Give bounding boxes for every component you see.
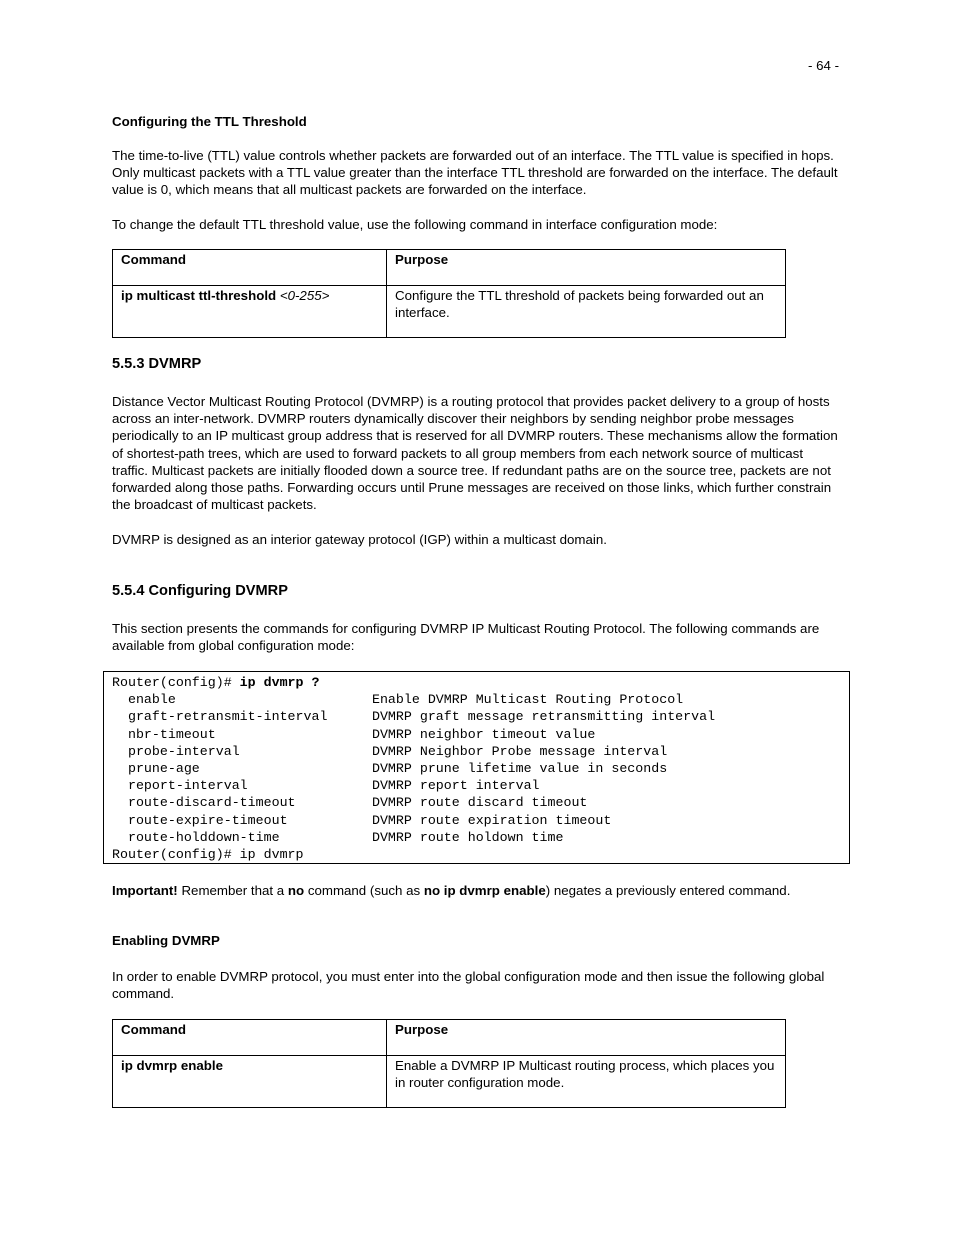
code-description: DVMRP prune lifetime value in seconds — [371, 760, 668, 776]
important-note — [112, 882, 872, 899]
table-cell-purpose: Enable a DVMRP IP Multicast routing process, which places you in router configuration mode. — [387, 1056, 786, 1108]
table-cell-command — [113, 1056, 387, 1108]
code-line-prompt — [112, 674, 849, 691]
code-subcommand: probe-interval — [127, 743, 240, 759]
code-line — [112, 726, 849, 743]
code-description: DVMRP graft message retransmitting interval — [371, 709, 716, 725]
code-description: DVMRP neighbor timeout value — [371, 726, 596, 742]
code-subcommand: route-discard-timeout — [127, 795, 296, 811]
table-header-purpose: Purpose — [387, 1020, 786, 1056]
note-text: ) negates a previously entered command. — [545, 883, 791, 898]
code-line — [112, 812, 849, 829]
enabling-dvmrp-paragraph: In order to enable DVMRP protocol, you must enter into the global configuration mode and then issue the following global command. — [112, 969, 825, 1002]
command-name: ip dvmrp enable — [121, 1058, 223, 1073]
table-cell-command — [113, 286, 387, 338]
code-subcommand: route-holddown-time — [127, 829, 280, 845]
code-description: DVMRP route discard timeout — [371, 795, 588, 811]
code-subcommand: route-expire-timeout — [127, 812, 288, 828]
code-subcommand: report-interval — [127, 778, 248, 794]
ttl-command-table — [112, 249, 786, 338]
dvmrp-igp-paragraph: DVMRP is designed as an interior gateway protocol (IGP) within a multicast domain. — [112, 532, 607, 547]
configuring-dvmrp-heading: 5.5.4 Configuring DVMRP — [112, 583, 288, 599]
code-line — [112, 760, 849, 777]
code-subcommand: graft-retransmit-interval — [127, 709, 328, 725]
note-text: command (such as — [304, 883, 424, 898]
important-label: Important! — [112, 883, 178, 898]
code-subcommand: prune-age — [127, 760, 200, 776]
dvmrp-heading: 5.5.3 DVMRP — [112, 356, 202, 372]
cli-prompt: Router(config)# — [112, 675, 240, 690]
enable-command-table — [112, 1019, 786, 1108]
page-number: - 64 - — [808, 58, 840, 73]
code-description: Enable DVMRP Multicast Routing Protocol — [371, 692, 684, 708]
table-cell-purpose: Configure the TTL threshold of packets being forwarded out an interface. — [387, 286, 786, 338]
dvmrp-paragraph: Distance Vector Multicast Routing Protocol (DVMRP) is a routing protocol that provides packet delivery to a group of hosts across an inter-network. DVMRP routers dynamically discover their neighbors by sending neighbor probe messages periodically to an IP multicast group address that is reserved for all DVMRP routers. These mechanisms allow the formation of shortest-path trees, which are used to forward packets to all group members from each network source of multicast traffic. Multicast packets are initially flooded down a source tree. If redundant paths are on the source tree, packets are not forwarded along those paths. Forwarding occurs until Prune messages are received on those links, which further constrain the broadcast of multicast packets. — [112, 394, 838, 513]
code-subcommand: enable — [127, 692, 176, 708]
code-line-last: Router(config)# ip dvmrp — [112, 846, 304, 862]
enabling-dvmrp-heading: Enabling DVMRP — [112, 933, 220, 948]
code-line — [112, 777, 849, 794]
code-description: DVMRP Neighbor Probe message interval — [371, 743, 668, 759]
ttl-heading: Configuring the TTL Threshold — [112, 114, 307, 129]
code-description: DVMRP route holdown time — [371, 829, 564, 845]
table-header-command: Command — [113, 1020, 387, 1056]
code-line — [112, 691, 849, 708]
note-bold-command: no ip dvmrp enable — [423, 883, 546, 898]
table-header-command: Command — [113, 250, 387, 286]
note-text: Remember that a — [177, 883, 288, 898]
ttl-paragraph: The time-to-live (TTL) value controls whether packets are forwarded out of an interface. The TTL value is specified in hops. Only multicast packets with a TTL value greater than the interface TTL threshold are forwarded on the interface. The default value is 0, which means that all multicast packets are forwarded on the interface. — [112, 148, 838, 198]
table-header-purpose: Purpose — [387, 250, 786, 286]
note-bold-no: no — [287, 883, 305, 898]
command-argument: <0-255> — [279, 288, 330, 303]
cli-code-block — [103, 671, 850, 864]
ttl-intro-paragraph: To change the default TTL threshold value, use the following command in interface configuration mode: — [112, 217, 718, 232]
code-line — [112, 708, 849, 725]
configuring-dvmrp-paragraph: This section presents the commands for configuring DVMRP IP Multicast Routing Protocol. The following commands are available from global configuration mode: — [112, 621, 820, 654]
code-line — [112, 794, 849, 811]
code-line — [112, 743, 849, 760]
command-name: ip multicast ttl-threshold — [121, 288, 277, 303]
cli-command: ip dvmrp ? — [239, 675, 320, 690]
code-description: DVMRP report interval — [371, 778, 540, 794]
code-subcommand: nbr-timeout — [127, 726, 216, 742]
code-line — [112, 829, 849, 846]
code-description: DVMRP route expiration timeout — [371, 812, 612, 828]
